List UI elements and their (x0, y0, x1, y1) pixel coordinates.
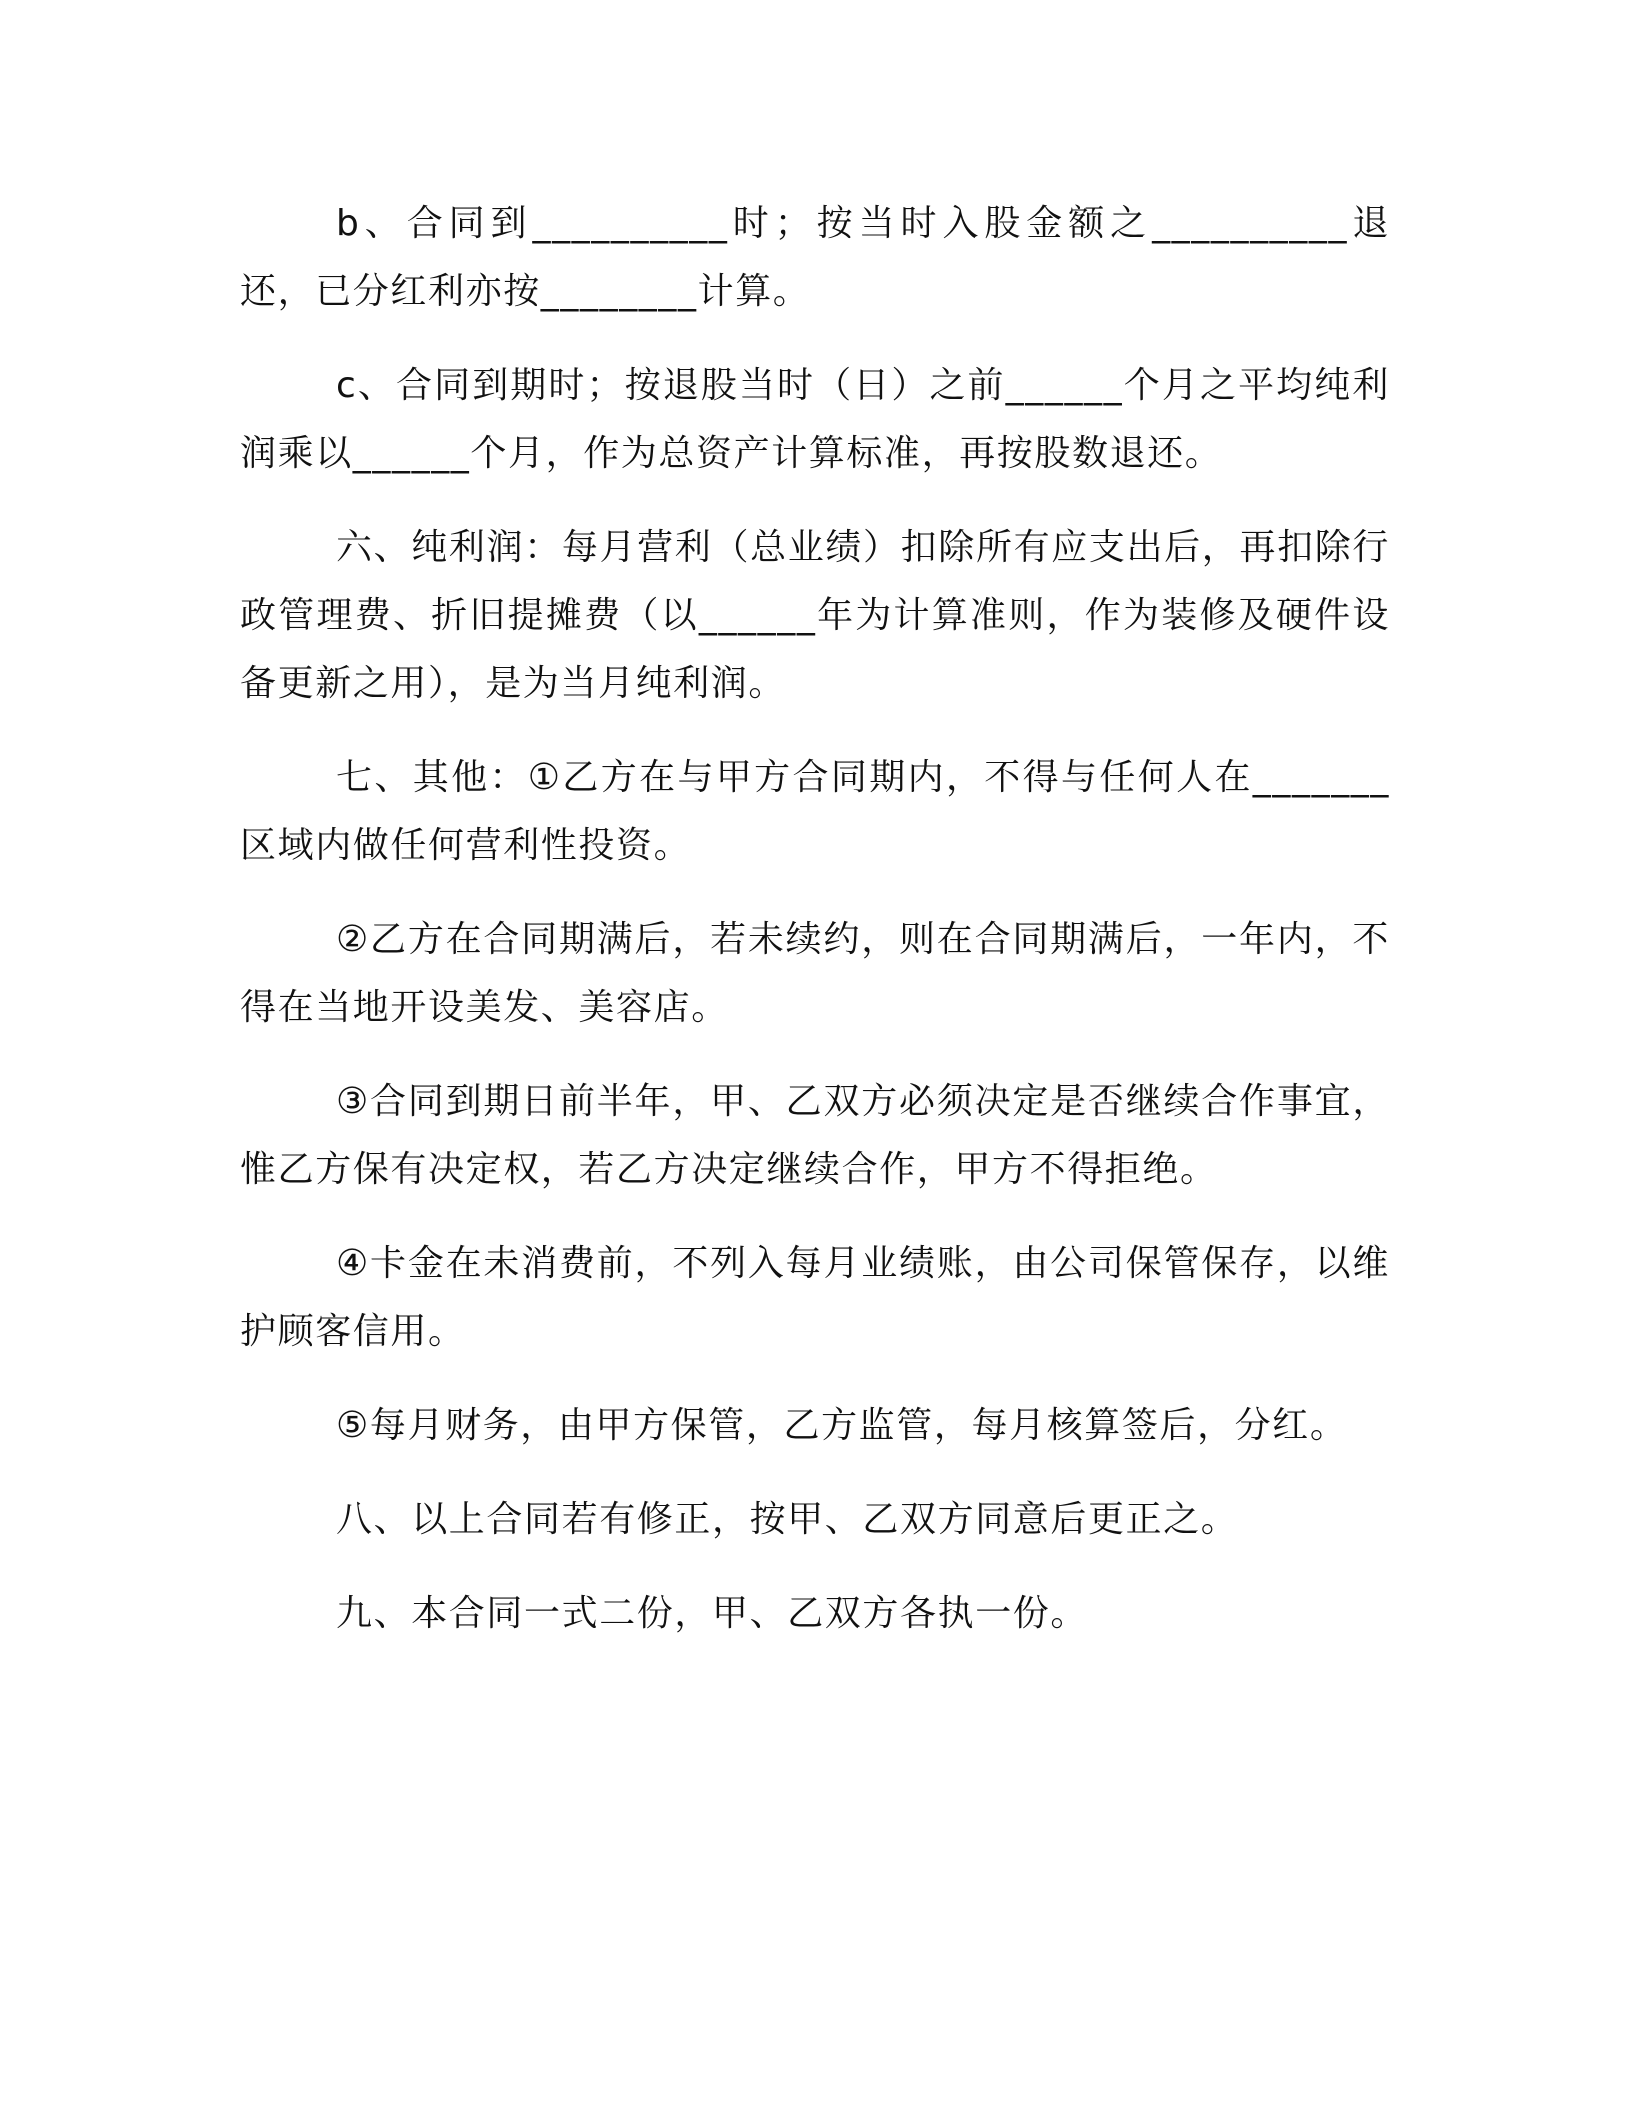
clause-six-net-profit: 六、纯利润：每月营利（总业绩）扣除所有应支出后，再扣除行政管理费、折旧提摊费（以______年为计算准则，作为装修及硬件设备更新之用），是为当月纯利润。 (240, 527, 1390, 704)
clause-eight-amendment: 八、以上合同若有修正，按甲、乙双方同意后更正之。 (336, 1499, 1239, 1540)
clause-seven-other-3: ③合同到期日前半年，甲、乙双方必须决定是否继续合作事宜，惟乙方保有决定权，若乙方决定继续合作，甲方不得拒绝。 (240, 1081, 1390, 1190)
clause-seven-other-2: ②乙方在合同期满后，若未续约，则在合同期满后，一年内，不得在当地开设美发、美容店。 (240, 919, 1390, 1028)
clause-seven-other-5: ⑤每月财务，由甲方保管，乙方监管，每月核算签后，分红。 (336, 1405, 1348, 1446)
clause-c: c、合同到期时；按退股当时（日）之前______个月之平均纯利润乘以______个月，作为总资产计算标准，再按股数退还。 (240, 365, 1390, 474)
clause-nine-copies: 九、本合同一式二份，甲、乙双方各执一份。 (336, 1593, 1089, 1634)
document-page (240, 190, 1390, 1674)
clause-b: b、合同到__________时；按当时入股金额之__________退还，已分红利亦按________计算。 (240, 203, 1390, 312)
clause-seven-other-1: 七、其他：①乙方在与甲方合同期内，不得与任何人在_______区域内做任何营利性投资。 (240, 757, 1390, 866)
clause-seven-other-4: ④卡金在未消费前，不列入每月业绩账，由公司保管保存，以维护顾客信用。 (240, 1243, 1390, 1352)
